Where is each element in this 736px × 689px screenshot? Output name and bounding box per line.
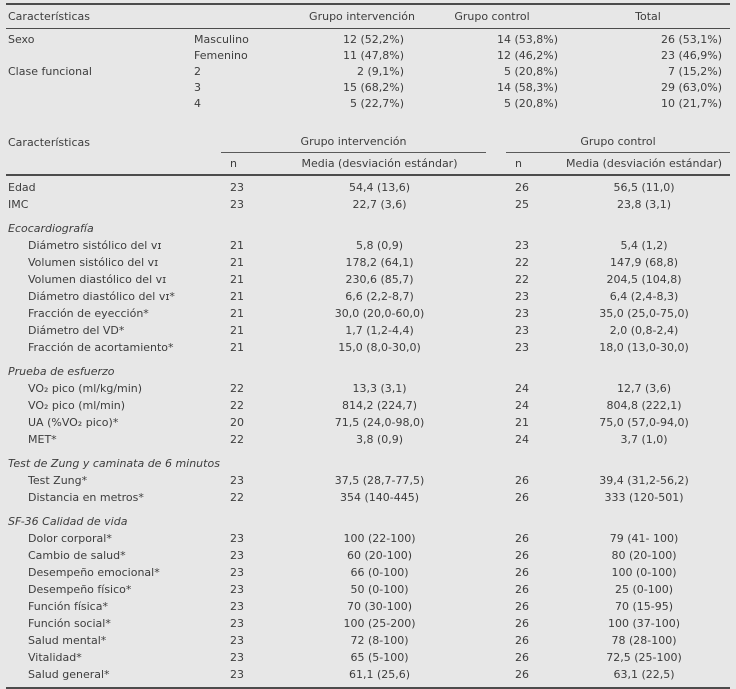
cell-media-control: 63,1 (22,5) [613,668,675,681]
column-header-caracteristicas: Características [8,135,91,149]
cell-media-intervencion: 5,8 (0,9) [355,239,404,252]
cell-media-control: 23,8 (3,1) [616,198,672,211]
cell-control: 12 (46,2%) [496,49,559,62]
cell-spacer [486,615,506,632]
row-label: Función social* [28,617,111,630]
cell-n-intervencion: 20 [230,416,244,429]
cell-n-intervencion: 21 [230,290,244,303]
cell-n-intervencion: 23 [230,474,244,487]
row-sublabel: 3 [194,81,201,94]
cell-spacer [486,237,506,254]
table-row [6,64,730,80]
row-label: Test Zung* [28,474,88,487]
cell-n-control: 26 [515,549,530,562]
cell-spacer [486,288,506,305]
cell-n-control: 23 [515,307,530,320]
cell-control: 5 (20,8%) [503,65,559,78]
cell-media-intervencion: 60 (20-100) [346,549,413,562]
table-row [6,666,730,688]
cell-spacer [486,581,506,598]
row-label: Cambio de salud* [28,549,126,562]
cell-intervencion: 15 (68,2%) [342,81,405,94]
table-row [6,29,730,48]
table-row [6,414,730,431]
cell-media-control: 56,5 (11,0) [613,181,675,194]
cell-spacer [486,271,506,288]
table-row [6,380,730,397]
table-row [6,288,730,305]
row-label: VO₂ pico (ml/min) [28,399,126,412]
cell-n-control: 22 [515,273,530,286]
cell-spacer [486,339,506,356]
cell-media-intervencion: 71,5 (24,0-98,0) [334,416,425,429]
row-label: Distancia en metros* [28,491,144,504]
cell-media-intervencion: 178,2 (64,1) [345,256,414,269]
cell-total: 29 (63,0%) [660,81,723,94]
row-label: Volumen diastólico del ᴠɪ [28,273,167,286]
table-row [6,271,730,288]
row-label: Salud general* [28,668,110,681]
cell-spacer [486,305,506,322]
cell-media-intervencion: 230,6 (85,7) [345,273,414,286]
row-label: Salud mental* [28,634,107,647]
cell-n-intervencion: 23 [230,181,244,194]
cell-media-control: 100 (0-100) [611,566,677,579]
table-row [6,397,730,414]
cell-intervencion: 11 (47,8%) [342,49,405,62]
cell-n-control: 21 [515,416,530,429]
demographics-table [6,3,730,115]
cell-n-control: 23 [515,239,530,252]
row-sublabel: 4 [194,97,201,110]
table-row [6,48,730,64]
cell-n-intervencion: 21 [230,273,244,286]
cell-spacer [486,196,506,213]
cell-n-control: 26 [515,668,530,681]
cell-spacer [486,632,506,649]
cell-media-control: 35,0 (25,0-75,0) [599,307,689,320]
cell-media-intervencion: 72 (8-100) [350,634,409,647]
row-label: Clase funcional [8,65,92,78]
cell-n-control: 23 [515,324,530,337]
cell-n-intervencion: 23 [230,634,244,647]
table-row [6,339,730,356]
cell-n-intervencion: 23 [230,549,244,562]
cell-total: 7 (15,2%) [667,65,723,78]
cell-n-intervencion: 21 [230,239,244,252]
cell-n-control: 26 [515,617,530,630]
cell-n-intervencion: 21 [230,256,244,269]
row-label [6,96,194,116]
cell-n-control: 22 [515,256,530,269]
cell-n-control: 23 [515,341,530,354]
cell-media-intervencion: 100 (25-200) [343,617,416,630]
cell-total: 23 (46,9%) [660,49,723,62]
table-row [6,322,730,339]
cell-n-control: 26 [515,532,530,545]
cell-spacer [486,489,506,506]
cell-n-control: 26 [515,474,530,487]
cell-spacer [486,322,506,339]
section-row [6,356,730,380]
section-title: Test de Zung y caminata de 6 minutos [8,457,220,470]
measures-subheader-row [6,153,730,176]
cell-media-control: 12,7 (3,6) [616,382,672,395]
column-header-total: Total [566,4,730,29]
row-label: Función física* [28,600,108,613]
cell-media-intervencion: 65 (5-100) [350,651,409,664]
section-title: Prueba de esfuerzo [8,365,115,378]
cell-control: 14 (58,3%) [496,81,559,94]
cell-media-control: 79 (41- 100) [609,532,679,545]
cell-n-control: 24 [515,433,530,446]
cell-n-control: 24 [515,399,530,412]
cell-media-control: 80 (20-100) [611,549,677,562]
cell-total: 26 (53,1%) [660,33,723,46]
cell-media-intervencion: 3,8 (0,9) [355,433,404,446]
cell-n-intervencion: 22 [230,491,244,504]
column-header-grupo-intervencion: Grupo intervención [306,4,418,29]
cell-n-control: 23 [515,290,530,303]
cell-media-intervencion: 50 (0-100) [350,583,409,596]
table-row [6,237,730,254]
row-label: Desempeño emocional* [28,566,160,579]
cell-media-control: 3,7 (1,0) [620,433,668,446]
column-header-media-intervencion: Media (desviación estándar) [273,153,486,176]
cell-n-intervencion: 21 [230,324,244,337]
cell-spacer [486,431,506,448]
row-label: Edad [8,181,36,194]
cell-spacer [486,666,506,688]
cell-total: 10 (21,7%) [660,97,723,110]
section-row [6,448,730,472]
cell-media-control: 39,4 (31,2-56,2) [599,474,689,487]
cell-media-control: 204,5 (104,8) [606,273,682,286]
cell-media-control: 333 (120-501) [604,491,684,504]
cell-n-control: 26 [515,634,530,647]
row-label: Dolor corporal* [28,532,112,545]
table-row [6,598,730,615]
cell-media-control: 804,8 (222,1) [606,399,682,412]
row-sublabel: Femenino [194,49,248,62]
table-row [6,581,730,598]
cell-n-intervencion: 23 [230,198,244,211]
cell-n-intervencion: 23 [230,617,244,630]
cell-n-control: 26 [515,491,530,504]
cell-media-control: 5,4 (1,2) [620,239,668,252]
cell-media-intervencion: 15,0 (8,0-30,0) [338,341,421,354]
cell-media-control: 70 (15-95) [615,600,674,613]
cell-media-intervencion: 13,3 (3,1) [352,382,407,395]
cell-media-intervencion: 6,6 (2,2-8,7) [345,290,414,303]
table-row [6,564,730,581]
cell-n-control: 25 [515,198,530,211]
cell-control: 14 (53,8%) [496,33,559,46]
row-label [6,80,194,96]
table-row [6,472,730,489]
column-header-n-intervencion: n [221,153,273,176]
table-row [6,175,730,196]
cell-media-intervencion: 354 (140-445) [339,491,420,504]
table-row [6,431,730,448]
cell-n-intervencion: 23 [230,651,244,664]
header-spacer [486,131,506,153]
table-row [6,530,730,547]
header-spacer [486,153,506,176]
row-label: Desempeño físico* [28,583,132,596]
cell-intervencion: 5 (22,7%) [349,97,405,110]
cell-n-intervencion: 21 [230,307,244,320]
measures-group-header-row [6,131,730,153]
cell-media-control: 75,0 (57,0-94,0) [599,416,689,429]
cell-n-control: 26 [515,583,530,596]
cell-media-control: 6,4 (2,4-8,3) [609,290,679,303]
cell-media-intervencion: 814,2 (224,7) [341,399,418,412]
cell-spacer [486,472,506,489]
section-title: Ecocardiografía [8,222,94,235]
cell-media-control: 147,9 (68,8) [609,256,679,269]
cell-spacer [486,380,506,397]
row-label: Diámetro del VD* [28,324,125,337]
cell-media-intervencion: 54,4 (13,6) [348,181,411,194]
cell-spacer [486,530,506,547]
cell-n-control: 26 [515,181,530,194]
column-header-n-control: n [506,153,558,176]
cell-n-intervencion: 22 [230,433,244,446]
cell-n-intervencion: 21 [230,341,244,354]
cell-n-control: 26 [515,566,530,579]
cell-media-intervencion: 70 (30-100) [346,600,413,613]
row-label: VO₂ pico (ml/kg/min) [28,382,143,395]
cell-media-intervencion: 100 (22-100) [343,532,416,545]
table-row [6,489,730,506]
cell-spacer [486,547,506,564]
cell-media-intervencion: 37,5 (28,7-77,5) [334,474,425,487]
cell-control: 5 (20,8%) [503,97,559,110]
row-label: Vitalidad* [28,651,82,664]
cell-media-control: 100 (37-100) [608,617,681,630]
cell-media-intervencion: 61,1 (25,6) [348,668,411,681]
cell-spacer [486,414,506,431]
cell-n-intervencion: 23 [230,600,244,613]
row-label: MET* [28,433,57,446]
cell-spacer [486,649,506,666]
table-row [6,196,730,213]
table-row [6,305,730,322]
cell-media-control: 72,5 (25-100) [606,651,682,664]
row-label: Volumen sistólico del ᴠɪ [28,256,159,269]
column-header-caracteristicas: Características [6,4,306,29]
cell-intervencion: 12 (52,2%) [342,33,405,46]
section-title: SF-36 Calidad de vida [8,515,128,528]
table-row [6,80,730,96]
measures-table [6,131,730,689]
row-label [6,48,194,64]
header-spacer [6,153,221,176]
cell-n-control: 26 [515,600,530,613]
cell-n-intervencion: 23 [230,668,244,681]
cell-n-intervencion: 23 [230,583,244,596]
cell-n-intervencion: 22 [230,382,244,395]
column-header-media-control: Media (desviación estándar) [558,153,730,176]
cell-n-control: 24 [515,382,530,395]
row-sublabel: Masculino [194,33,249,46]
table-row [6,96,730,116]
cell-spacer [486,175,506,196]
demographics-header-row [6,4,730,29]
cell-n-intervencion: 22 [230,399,244,412]
cell-spacer [486,564,506,581]
row-label: Diámetro sistólico del ᴠɪ [28,239,162,252]
group-header-grupo-intervencion: Grupo intervención [221,131,486,153]
cell-n-intervencion: 23 [230,532,244,545]
cell-n-intervencion: 23 [230,566,244,579]
cell-intervencion: 2 (9,1%) [356,65,405,78]
cell-media-intervencion: 66 (0-100) [350,566,409,579]
cell-spacer [486,397,506,414]
row-sublabel: 2 [194,65,201,78]
section-row [6,506,730,530]
cell-media-control: 78 (28-100) [611,634,677,647]
cell-media-intervencion: 1,7 (1,2-4,4) [345,324,414,337]
cell-media-control: 18,0 (13,0-30,0) [599,341,689,354]
cell-spacer [486,598,506,615]
cell-media-intervencion: 22,7 (3,6) [352,198,407,211]
group-header-grupo-control: Grupo control [506,131,730,153]
cell-media-control: 2,0 (0,8-2,4) [609,324,679,337]
table-row [6,547,730,564]
cell-n-control: 26 [515,651,530,664]
column-header-grupo-control: Grupo control [418,4,566,29]
table-row [6,254,730,271]
row-label: Fracción de acortamiento* [28,341,174,354]
row-label: UA (%VO₂ pico)* [28,416,119,429]
row-label: Diámetro diastólico del ᴠɪ* [28,290,175,303]
table-row [6,649,730,666]
row-label: Sexo [8,33,35,46]
cell-media-control: 25 (0-100) [615,583,674,596]
cell-spacer [486,254,506,271]
row-label: Fracción de eyección* [28,307,149,320]
section-row [6,213,730,237]
table-row [6,632,730,649]
cell-media-intervencion: 30,0 (20,0-60,0) [334,307,425,320]
row-label: IMC [8,198,29,211]
table-row [6,615,730,632]
